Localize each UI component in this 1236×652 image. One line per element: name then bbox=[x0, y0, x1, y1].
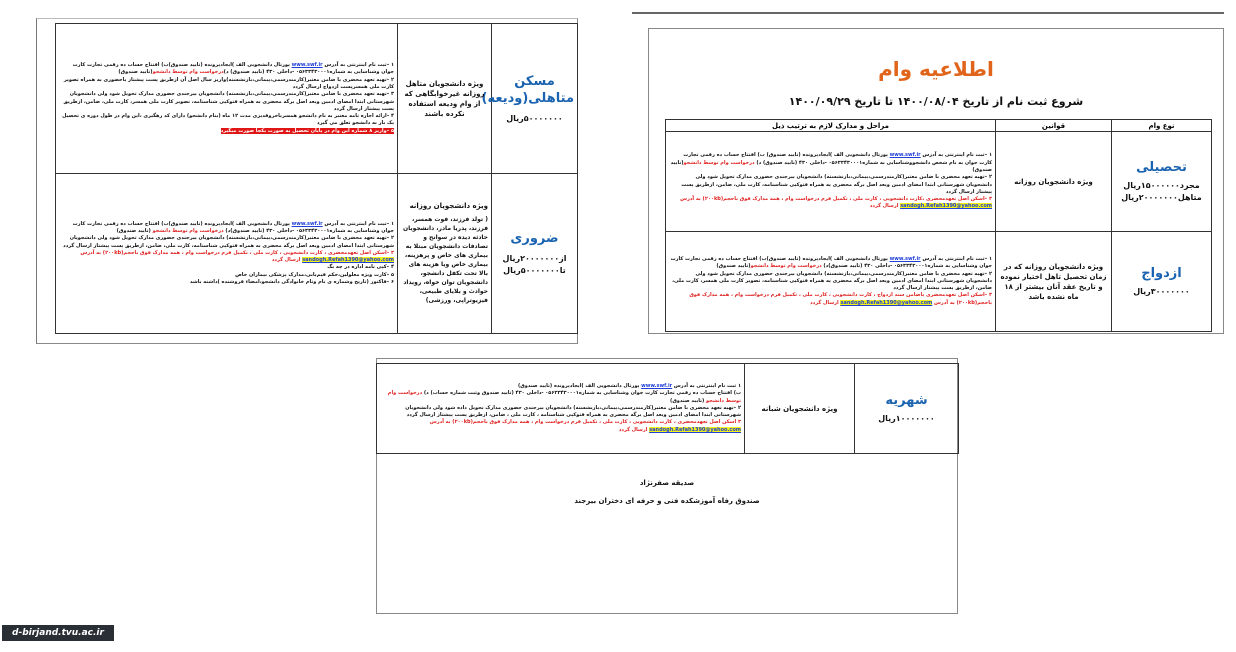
loan-rules-cell: ویژه دانشجویان شبانه bbox=[745, 364, 855, 454]
loan-type-cell bbox=[1112, 132, 1212, 232]
step-4: ۴ –کپی نامه اداره در چه بگ bbox=[327, 264, 394, 271]
step-1b: ب) افتتاح حساب ده رقمی تجارت کارت جوان وشناسایی به شماره۰۵۶۳۳۴۳۰۰۰۱ -داخلی ۴۳۰ (تایید صندوق وثبت شماره حساب) د) درخواست وام توسط دانشجو (تایید صندوق) bbox=[387, 390, 741, 404]
loan-type-cell bbox=[1112, 232, 1212, 332]
registration-dates: شروع ثبت نام از تاریخ ۱۴۰۰/۰۸/۰۴ تا تاریخ ۱۴۰۰/۰۹/۲۹ bbox=[788, 95, 1084, 108]
loan-type-housing: مسکن متاهلی(ودیعه) bbox=[481, 73, 574, 106]
top-separator-line bbox=[632, 12, 1224, 14]
step-2: ۲ –تهیه تعهد محضری با ضامن معتبر(کارمندرسمی،پیمانی،بازنشسته) دانشجویان بیرجندی حضوری مدارک تحویل شود ولی دانشجویان شهرستانی ابتدا امضای ادمین وبعد اصل برگه محضری به همراه فتوکپی شناسنامه، کارت ملی، ضامن، ازطریق پست پیشتاز ارسال گردد bbox=[681, 174, 992, 195]
table-row bbox=[56, 24, 578, 174]
table-row bbox=[666, 232, 1212, 332]
loan-rules-title: ویژه دانشجویان روزانه bbox=[409, 202, 488, 210]
loan-type-cell bbox=[492, 174, 578, 334]
email-link[interactable]: sandogh.Refah1390@yahoo.com bbox=[649, 426, 741, 433]
loan-type-cell bbox=[855, 364, 959, 454]
table-row bbox=[377, 364, 959, 454]
step-3: ۳ –اسکن اصل تعهدمحضری ، کارت دانشجویی ، کارت ملی ، تکمیل فرم درخواست وام ، همه مدارک فوق باحجم(۲۰۰kb) به آدرس sandogh.Refah1390@yahoo.com ارسال گردد bbox=[80, 249, 394, 264]
step-2: ۲ –تهیه تعهد محضری با ضامن معتبر(کارمندرسمی،پیمانی،بازنشسته) دانشجویان بیرجندی حضوری مدارک تحویل داده شود ولی دانشجویان شهرستانی ابتدا امضای ادمین وبعد اصل برگه محضری به همراه فتوکپی شناسنامه ، کارت ملی ، ضامن، ازطریق پست پیشتاز ارسال گردد bbox=[405, 404, 741, 419]
email-link[interactable]: sandogh.Refah1390@yahoo.com bbox=[840, 299, 933, 306]
loan-amount: ۳۰۰۰۰۰۰۰ریال bbox=[1133, 287, 1190, 296]
step-2: ۲ –تهیه تعهد محضری با ضامن معتبر(کارمندرسمی،پیمانی،بازنشسته) دانشجویان بیرجندی حضوری مدارک تحویل شود ولی دانشجویان شهرستانی ابتدا امضای ادمین وبعد اصل برگه محضری به همراه فتوکپی شناسنامه، تصویر کارت ملی همسر، کارت ملی، ضامن، ازطریق پست پیشتاز ارسال گردد bbox=[672, 270, 992, 292]
step-6: ۶ –فاکتور (تاریخ وشماره ی نام وتام خانوادگی دانشجو،امضاء فروشنده )داشته باشد bbox=[189, 279, 394, 286]
step-3: ۳ اسکن اصل تعهدمحضری ، کارت دانشجویی ، کارت ملی ، تکمیل فرم درخواست وام ، همه مدارک فوق باحجم(۲۰۰kb) به آدرس sandogh.Refah1390@yahoo.com ارسال گردد bbox=[429, 419, 741, 433]
table-row bbox=[56, 174, 578, 334]
header-rules: قوانین bbox=[996, 120, 1112, 132]
page-title: اطلاعیه وام bbox=[878, 57, 994, 81]
swf-link[interactable]: www.swf.ir bbox=[291, 62, 323, 69]
step-2: ۲ –تهیه تعهد محضری با ضامن معتبر(کارمندرسمی،پیمانی،بازنشسته) دانشجویان بیرجندی حضوری مدارک تحویل شود ولی دانشجویان شهرستانی ابتدا امضای ادمین وبعد اصل برگه محضری به همراه فتوکپی شناسنامه، کارت ملی، ضامن، ازطریق پست پیشتاز ارسال گردد bbox=[63, 235, 394, 249]
email-link[interactable]: sandogh.Refah1390@yahoo.com bbox=[302, 257, 394, 264]
step-3: ۳ –اسکن اصل تعهدمحضری باضامن سند ازدواج ، کارت دانشجویی ، کارت ملی ، تکمیل فرم درخواست وام ، همه مدارک فوق باحجم(۲۰۰kb) به آدرس sandogh.Refah1390@yahoo.com ارسال گردد bbox=[689, 292, 992, 306]
step-4: ۴ –ارائه اجاره نامه معتبر به نام دانشجو همسرباحروفدیزی مدت ۱۲ ماه (بنام دانشجو) دارای کد رهگیری ،این وام در طول دوره ی تحصیل یک بار به دانشجو تعلق می گیرد bbox=[62, 113, 394, 127]
swf-link[interactable]: www.swf.ir bbox=[641, 382, 673, 389]
table-header-row bbox=[666, 120, 1212, 132]
header-loan-type: نوع وام bbox=[1112, 120, 1212, 132]
step-3: ۳ –تهیه تعهد محضری با ضامن معتبر(کارمندرسمی،پیمانی،بازنشسته) دانشجویان بیرجندی حضوری مدارک تحویل شود ولی دانشجویان شهرستانی ابتدا امضای ادمین وبعد اصل برگه محضری به همراه فتوکپی شناسنامه، تصویر کارت ملی همسر، کارت ملی، ضامن، ازطریق پست پیشتاز ارسال گردد bbox=[63, 91, 394, 112]
swf-link[interactable]: www.swf.ir bbox=[889, 152, 921, 159]
swf-link[interactable]: www.swf.ir bbox=[291, 220, 323, 227]
loan-amount-max: تا۵۰۰۰۰۰۰۰ریال bbox=[503, 266, 566, 275]
step-5: ۵ –واریز ۸ شماره این وام در پایان تحصیل به صورت یکجا صورت میگیرد bbox=[220, 127, 394, 134]
loan-amount: ۱۰۰۰۰۰۰۰ریال bbox=[878, 414, 935, 423]
loan-steps-cell bbox=[56, 174, 398, 334]
step-5: ۵ –کارت ویژه معلولین،حکم قیم‌یابی،مدارک پزشکی بیماران خاص bbox=[235, 271, 394, 278]
step-1: ۱ –ثبت نام اینترنتی به آدرس www.swf.ir پورتال دانشجویی الف )ایجادپرونده (تایید صندوق)ب) افتتاح حساب ده رقمی تجارت کارت جوان وشناسایی به شماره۰۵۶۳۳۴۳۰۰۰۱ -داخلی ۴۳۰ (تایید صندوق) د)درخواست وام توسط دانشجو(تایید صندوق) bbox=[72, 62, 394, 76]
loan-rules-cell bbox=[398, 174, 492, 334]
step-3: ۳ –اسکن اصل تعهدمحضری ،کارت دانشجویی ، کارت ملی ، تکمیل فرم درخواست وام ، همه مدارک فوق باحجم(۲۰۰kb) به آدرس sandogh.Refah1390@yahoo.com ارسال گردد bbox=[680, 196, 992, 210]
table-row bbox=[666, 132, 1212, 232]
loan-rules-cell: ویژه دانشجویان روزانه bbox=[996, 132, 1112, 232]
loan-amount-single: مجرد۱۵۰۰۰۰۰۰ریال bbox=[1123, 181, 1200, 190]
step-1: ۱ –ثبت نام اینترنتی به آدرس www.swf.ir پورتال دانشجویی الف )ایجادپرونده (تایید صندوق) ب) افتتاح حساب ده رقمی تجارت کارت جوان به نام شخص دانشجووشناسایی به شماره۰۵۶۳۳۴۳۰۰۰۱ -داخلی ۴۳۰ (تایید صندوق) د) درخواست وام توسط دانشجو(تایید صندوق) bbox=[670, 152, 992, 173]
loan-table-2 bbox=[665, 119, 1212, 332]
loan-type-education: تحصیلی bbox=[1136, 160, 1187, 175]
site-logo[interactable]: d-birjand.tvu.ac.ir bbox=[2, 625, 114, 641]
signatory-name: صدیقه صفرنژاد bbox=[639, 479, 695, 487]
loan-doc-page-2 bbox=[648, 28, 1224, 334]
step-1: ۱ ثبت نام اینترنتی به آدرس www.swf.ir پورتال دانشجویی الف )ایجادپرونده (تایید صندوق) bbox=[518, 382, 741, 389]
loan-rules-text: ویژه دانشجویان متاهل روزانه غیرخوابگاهی که از وام ودیعه استفاده نکرده باشند bbox=[404, 79, 485, 118]
step-1: ۱ –ثبت نام اینترنتی به آدرس www.swf.ir پورتال دانشجویی الف )ایجادپرونده (تایید صندوق)ب) افتتاح حساب ده رقمی تجارت کارت جوان وشناسایی به شماره۰۵۶۳۳۴۳۰۰۰۱ -داخلی ۴۳۰ (تایید صندوق)د) درخواست وام توسط دانشجو (تایید صندوق) bbox=[72, 220, 394, 234]
loan-type-marriage: ازدواج bbox=[1141, 266, 1182, 281]
loan-steps-cell bbox=[56, 24, 398, 174]
header-steps: مراحل و مدارک لازم به ترتیب ذیل bbox=[666, 120, 996, 132]
loan-rules-cell: ویژه دانشجویان روزانه که در زمان تحصیل تاهل اختیار نموده و تاریخ عقد آنان بیشتر از ۱۸ ماه نشده باشد bbox=[996, 232, 1112, 332]
loan-steps-cell bbox=[666, 132, 996, 232]
loan-type-tuition: شهریه bbox=[885, 393, 928, 408]
signatory-title: صندوق رفاه آموزشکده فنی و حرفه ای دختران بیرجند bbox=[574, 497, 760, 505]
email-link[interactable]: sandogh.Refah1390@yahoo.com bbox=[900, 203, 992, 210]
loan-amount: ۵۰۰۰۰۰۰۰ریال bbox=[506, 113, 563, 123]
loan-type-cell bbox=[481, 24, 578, 174]
loan-rules-text: ( تولد فرزند، فوت همسر، فرزند، پدریا مادر، دانشجویان حادثه دیده در سوانح و تصادفات دانشجویان مبتلا به بیماری های خاص و پرهزینه، بیماری خاص ویا هزینه های بالا تحت تکفل دانشجو، دانشجویان توان خواه، رویداد حوادث و بلایای طبیعی، فیزیوتراپی، ورزشی) bbox=[402, 216, 488, 304]
loan-doc-page-1 bbox=[36, 18, 578, 344]
loan-doc-page-3 bbox=[376, 358, 958, 614]
loan-rules-cell bbox=[398, 24, 492, 174]
loan-table-1 bbox=[55, 23, 578, 334]
loan-type-urgent: ضروری bbox=[510, 231, 559, 246]
loan-steps-cell bbox=[666, 232, 996, 332]
swf-link[interactable]: www.swf.ir bbox=[889, 255, 921, 262]
loan-table-3 bbox=[376, 363, 959, 454]
step-1: ۱ –ثبت نام اینترنتی به آدرس www.swf.ir پورتال دانشجویی الف )ایجادپرونده (تایید صندوق)ب) افتتاح حساب ده رقمی تجارت کارت جوان وشناسایی به شماره۰۵۶۳۳۴۳۰۰۰۱ -داخلی ۴۳۰ (تایید صندوق)د) درخواست وام توسط دانشجو(تایید صندوق) bbox=[670, 255, 992, 270]
step-2: ۲ –تهیه تعهد محضری با ضامن معتبر(کارمندرسمی،پیمانی،بازنشسته)واریز سال اصل آن ازطریق پست پیشتاز یاحضوری به همراه تصویر کارت ملی همسرپست ازدواج ارسال گردد bbox=[63, 76, 394, 90]
loan-steps-cell bbox=[377, 364, 745, 454]
loan-amount-married: متاهل۲۰۰۰۰۰۰۰ریال bbox=[1121, 193, 1202, 202]
loan-amount-min: از۲۰۰۰۰۰۰۰ریال bbox=[502, 254, 567, 263]
